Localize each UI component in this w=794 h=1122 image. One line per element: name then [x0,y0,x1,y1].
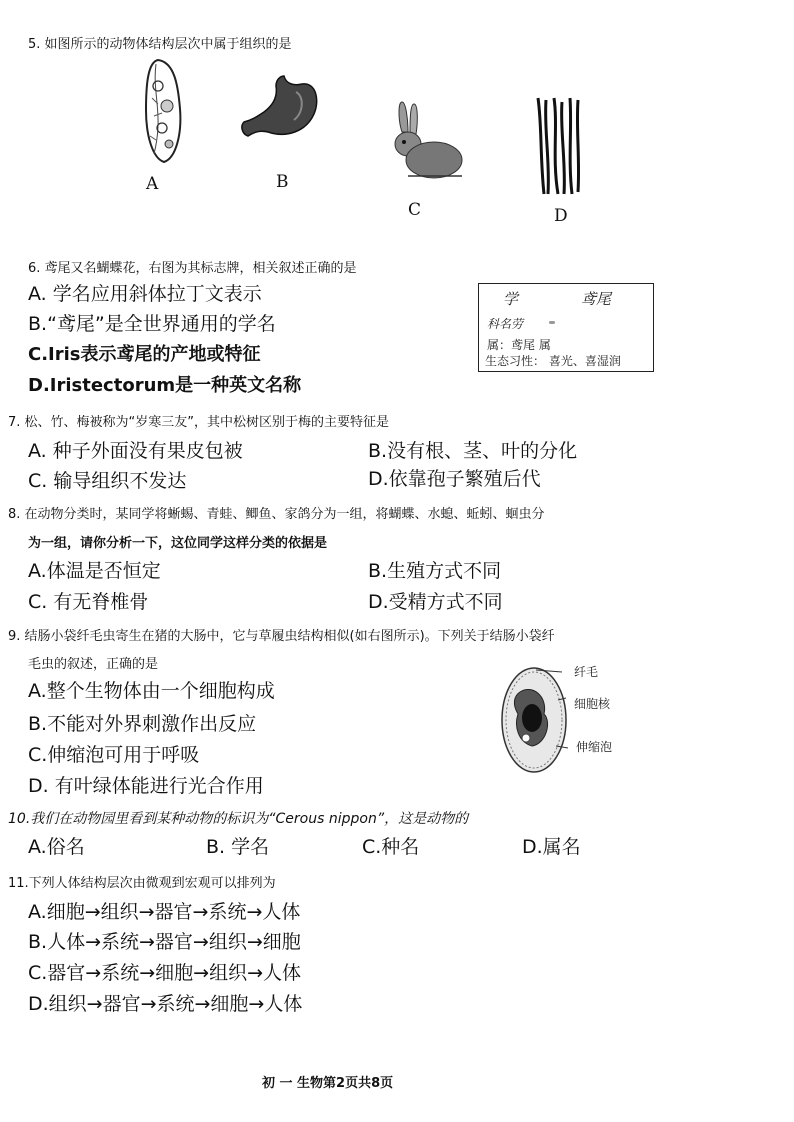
q9-option-a: A.整个生物体由一个细胞构成 [28,680,275,702]
q9-option-c: C.伸缩泡可用于呼吸 [28,744,200,766]
q7-stem: 7. 松、竹、梅被称为“岁寒三友”，其中松树区别于梅的主要特征是 [8,415,390,430]
q9-label-nucleus: 细胞核 [574,697,611,711]
q10-option-d: D.属名 [522,836,581,858]
q5-stem: 5. 如图所示的动物体结构层次中属于组织的是 [28,37,292,52]
iris-sign-plate [478,283,654,372]
q9-option-d: D. 有叶绿体能进行光合作用 [28,775,264,797]
stomach-figure [238,72,322,144]
q7-option-a: A. 种子外面没有果皮包被 [28,440,243,462]
q11-option-a: A.细胞→组织→器官→系统→人体 [28,901,301,923]
q8-stem-line2: 为一组，请你分析一下，这位同学这样分类的依据是 [28,536,328,551]
q9-stem-line1: 9. 结肠小袋纤毛虫寄生在猪的大肠中，它与草履虫结构相似(如右图所示)。下列关于结肠小袋纤 [8,629,555,644]
q8-option-a: A.体温是否恒定 [28,560,161,582]
plate-row-genus: 属：鸢尾 属 [487,338,551,352]
q9-label-cilia: 纤毛 [574,665,599,679]
q7-option-c: C. 输导组织不发达 [28,470,187,492]
q6-option-b: B.“鸢尾”是全世界通用的学名 [28,313,276,335]
q10-stem: 10.我们在动物园里看到某种动物的标识为“Cerous nippon”，这是动物的 [8,811,469,827]
rabbit-figure [388,98,468,182]
q6-option-a: A. 学名应用斜体拉丁文表示 [28,283,262,305]
q7-option-b: B.没有根、茎、叶的分化 [368,440,578,462]
q9-label-vacuole: 伸缩泡 [576,740,613,754]
ciliate-figure [496,662,574,780]
q6-stem: 6. 鸢尾又名蝴蝶花，右图为其标志牌，相关叙述正确的是 [28,261,357,276]
q11-option-c: C.器官→系统→细胞→组织→人体 [28,962,301,984]
q10-option-a: A.俗名 [28,836,85,858]
q9-stem-line2: 毛虫的叙述，正确的是 [28,657,159,672]
q6-option-d: D.Iristectorum是一种英文名称 [28,375,302,396]
q5-label-a: A [146,174,159,194]
plate-title-a: 学 [503,290,519,308]
q5-label-d: D [554,206,568,226]
q11-option-b: B.人体→系统→器官→组织→细胞 [28,931,301,953]
muscle-tissue-figure [534,96,586,198]
q8-option-d: D.受精方式不同 [368,591,503,613]
page-footer: 初 一 生物第2页共8页 [262,1076,394,1091]
q6-option-c: C.Iris表示鸢尾的产地或特征 [28,344,261,365]
q8-option-b: B.生殖方式不同 [368,560,502,582]
paramecium-figure [134,54,194,169]
plate-row-family: 科名劳 [487,317,524,331]
q8-option-c: C. 有无脊椎骨 [28,591,149,613]
q10-option-b: B. 学名 [206,836,270,858]
q10-option-c: C.种名 [362,836,420,858]
plate-title-b: 鸢尾 [581,290,612,308]
plate-smudge [549,321,555,324]
q8-stem-line1: 8. 在动物分类时，某同学将蜥蜴、青蛙、鲫鱼、家鸽分为一组，将蝴蝶、水螅、蚯蚓、蛔虫分 [8,507,545,522]
q9-option-b: B.不能对外界刺激作出反应 [28,713,257,735]
q7-option-d: D.依靠孢子繁殖后代 [368,468,541,490]
q11-option-d: D.组织→器官→系统→细胞→人体 [28,993,303,1015]
plate-row-habit: 生态习性： 喜光、喜湿润 [485,354,621,368]
q5-label-b: B [276,172,289,192]
q11-stem: 11.下列人体结构层次由微观到宏观可以排列为 [8,876,276,891]
q5-label-c: C [408,200,422,220]
